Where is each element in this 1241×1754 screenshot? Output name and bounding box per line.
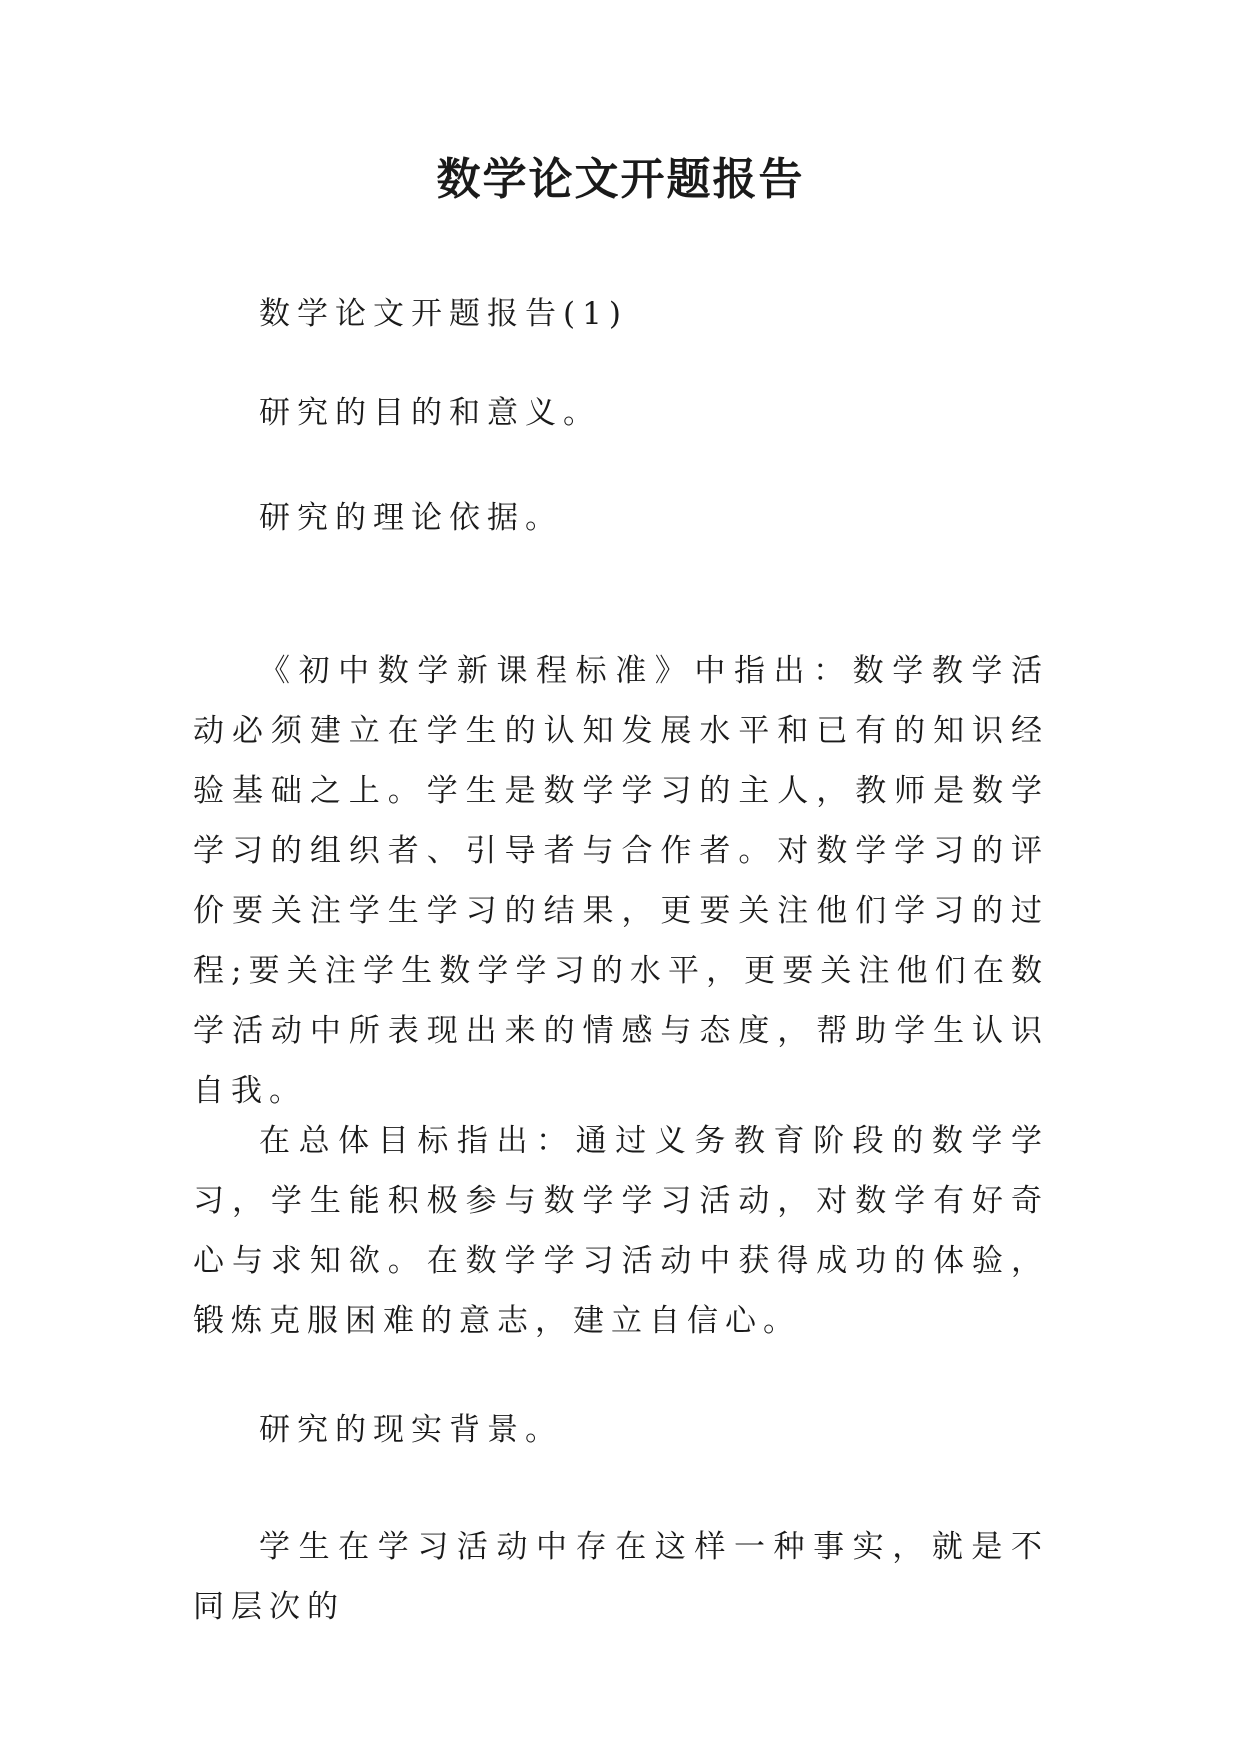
paragraph-background-start: 学生在学习活动中存在这样一种事实，就是不同层次的	[193, 1529, 1049, 1625]
report-subtitle: 数学论文开题报告(1)	[259, 296, 628, 332]
section-heading-theory: 研究的理论依据。	[259, 500, 563, 536]
paragraph-overall-goal: 在总体目标指出：通过义务教育阶段的数学学习，学生能积极参与数学学习活动，对数学有好奇心与求知欲。在数学学习活动中获得成功的体验，锻炼克服困难的意志，建立自信心。	[193, 1123, 1049, 1339]
paragraph-curriculum-standard: 《初中数学新课程标准》中指出：数学教学活动必须建立在学生的认知发展水平和已有的知识经验基础之上。学生是数学学习的主人，教师是数学学习的组织者、引导者与合作者。对数学学习的评价要关注学生学习的结果，更要关注他们学习的过程;要关注学生数学学习的水平，更要关注他们在数学活动中所表现出来的情感与态度，帮助学生认识自我。	[193, 653, 1049, 1109]
section-heading-purpose: 研究的目的和意义。	[259, 395, 601, 431]
section-heading-background: 研究的现实背景。	[259, 1412, 563, 1448]
document-title: 数学论文开题报告	[436, 154, 805, 205]
